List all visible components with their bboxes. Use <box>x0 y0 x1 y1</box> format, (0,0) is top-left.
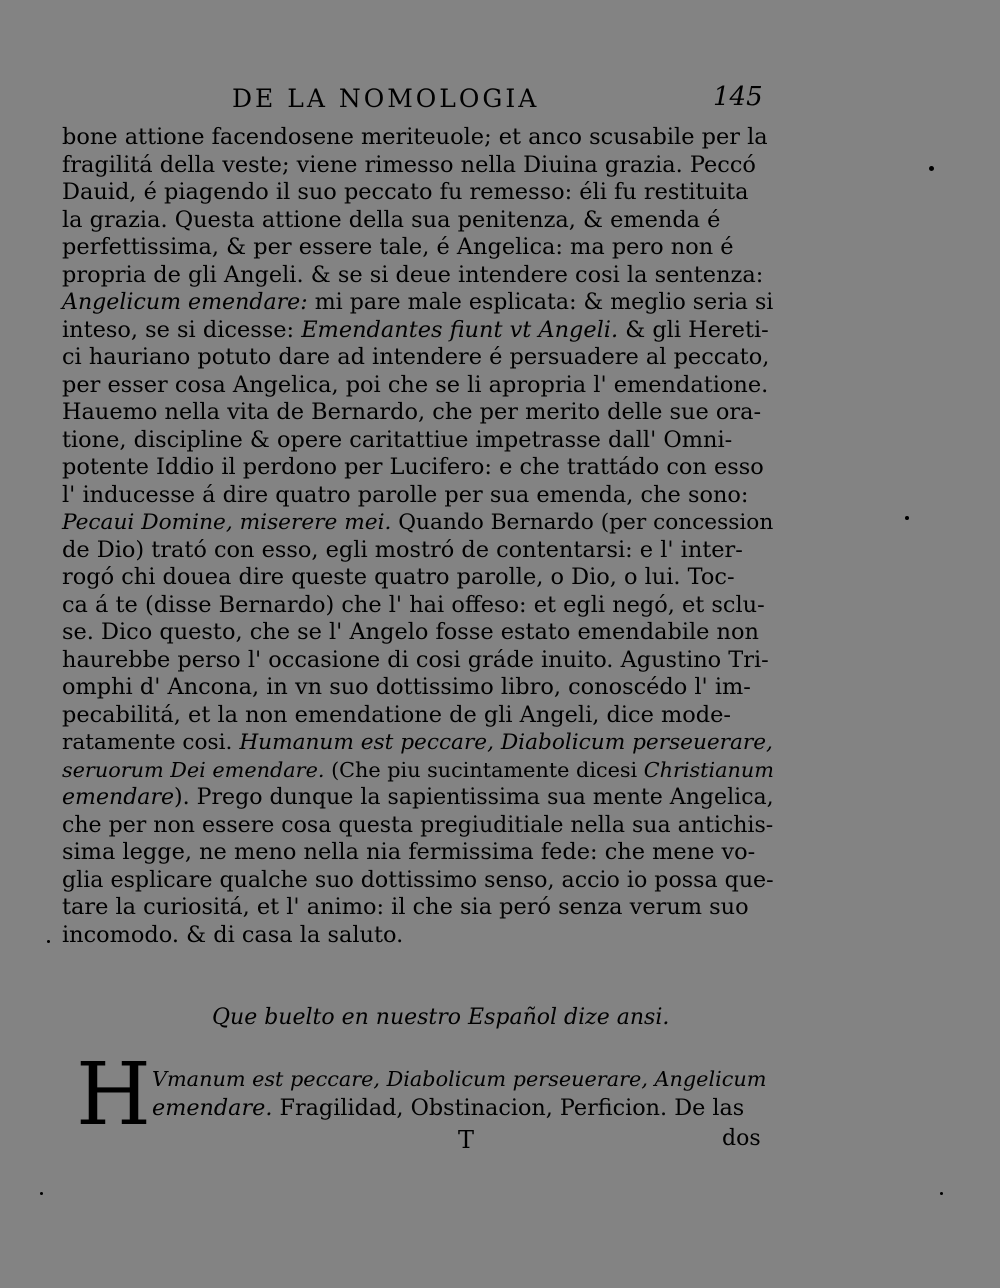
text-line <box>62 729 776 757</box>
ink-speck <box>940 1192 943 1195</box>
text-line <box>62 839 776 867</box>
text-segment: Fragilidad, Obstinacion, Perficion. De las <box>272 1095 745 1121</box>
text-line <box>62 399 776 427</box>
text-segment: Dauid, é piagendo il suo peccato fu remesso: éli fu restituita <box>62 179 749 205</box>
italic-segment: emendare. <box>152 1095 273 1121</box>
ink-speck <box>40 1192 43 1195</box>
italic-segment: Vmanum est peccare, Diabolicum perseuerare, Angelicum <box>152 1067 767 1091</box>
text-segment: perfettissima, & per essere tale, é Angelica: ma pero non é <box>62 234 734 260</box>
text-segment: la grazia. Questa attione della sua penitenza, & emenda é <box>62 206 721 233</box>
text-segment: se. Dico questo, che se l' Angelo fosse estato emendabile non <box>62 619 759 645</box>
text-segment: fragilitá della veste; viene rimesso nella Diuina grazia. Peccó <box>62 151 756 178</box>
text-line <box>62 647 776 675</box>
text-segment: sima legge, ne meno nella nia fermissima fede: che mene vo- <box>62 839 756 865</box>
ink-speck <box>905 516 909 520</box>
italic-segment: emendare <box>62 785 175 810</box>
italic-segment: Pecaui Domine, miserere mei. <box>62 510 392 535</box>
text-segment: (Che piu sucintamente dicesi <box>324 757 644 782</box>
text-segment: ca á te (disse Bernardo) che l' hai offeso: et egli negó, et sclu- <box>62 591 765 618</box>
text-segment: Hauemo nella vita de Bernardo, che per merito delle sue ora- <box>62 399 762 425</box>
italian-body-text <box>62 124 776 949</box>
text-line <box>62 592 776 620</box>
italic-segment: Humanum est peccare, Diabolicum perseuerare, <box>239 730 773 755</box>
text-segment: che per non essere cosa questa pregiuditiale nella sua antichis- <box>62 812 774 838</box>
text-line <box>62 317 776 345</box>
text-segment: Quando Bernardo (per concession <box>391 510 774 535</box>
text-segment: & gli Hereti- <box>618 316 769 343</box>
text-segment: mi pare male esplicata: & meglio seria si <box>307 289 774 315</box>
text-segment: de Dio) trató con esso, egli mostró de contentarsi: e l' inter- <box>62 536 743 563</box>
text-line <box>62 537 776 565</box>
text-line <box>62 922 776 950</box>
text-line <box>62 234 776 262</box>
text-line <box>62 152 776 180</box>
text-line <box>152 1094 772 1123</box>
italic-segment: Angelicum emendare: <box>62 289 308 315</box>
text-line <box>62 262 776 290</box>
italic-segment: Emendantes fiunt vt Angeli. <box>301 316 619 343</box>
page-number: 145 <box>713 82 763 112</box>
text-line <box>62 702 776 730</box>
text-line <box>152 1065 772 1094</box>
text-segment: rogó chi douea dire queste quatro parolle, o Dio, o lui. Toc- <box>62 564 735 590</box>
text-line <box>62 454 776 482</box>
text-segment: incomodo. & di casa la saluto. <box>62 921 404 948</box>
text-segment: pecabilitá, et la non emendatione de gli Angeli, dice mode- <box>62 701 731 728</box>
signature-mark: T <box>458 1126 475 1154</box>
text-segment: ci hauriano potuto dare ad intendere é persuadere al peccato, <box>62 344 770 370</box>
italic-segment: seruorum Dei emendare. <box>62 757 325 782</box>
text-line <box>62 757 776 785</box>
text-line <box>62 509 776 537</box>
text-line <box>62 674 776 702</box>
text-line <box>62 812 776 840</box>
text-line <box>62 482 776 510</box>
drop-cap: H <box>76 1045 151 1145</box>
text-segment: haurebbe perso l' occasione di cosi gráde inuito. Agustino Tri- <box>62 646 769 673</box>
text-line <box>62 867 776 895</box>
text-line <box>62 289 776 317</box>
text-segment: potente Iddio il perdono per Lucifero: e che trattádo con esso <box>62 454 764 480</box>
text-line <box>62 372 776 400</box>
text-line <box>62 344 776 372</box>
italic-segment: Christianum <box>643 757 774 782</box>
running-title: DE LA NOMOLOGIA <box>232 84 540 113</box>
text-line <box>62 207 776 235</box>
text-segment: tare la curiositá, et l' animo: il che sia peró senza verum suo <box>62 894 749 920</box>
text-segment: tione, discipline & opere caritattiue impetrasse dall' Omni- <box>62 426 733 453</box>
text-line <box>62 124 776 152</box>
text-line <box>62 619 776 647</box>
text-segment: omphi d' Ancona, in vn suo dottissimo libro, conoscédo l' im- <box>62 674 751 700</box>
ink-speck <box>929 166 934 171</box>
text-segment: propria de gli Angeli. & se si deue intendere cosi la sentenza: <box>62 261 764 288</box>
spanish-paragraph <box>152 1065 772 1123</box>
text-line <box>62 179 776 207</box>
text-line <box>62 427 776 455</box>
text-line <box>62 784 776 812</box>
centered-italic-line: Que buelto en nuestro Español dize ansi. <box>212 1005 670 1030</box>
text-line <box>62 894 776 922</box>
text-segment: ). Prego dunque la sapientissima sua mente Angelica, <box>174 785 774 810</box>
text-segment: inteso, se si dicesse: <box>62 316 302 343</box>
catchword: dos <box>722 1126 761 1151</box>
text-segment: glia esplicare qualche suo dottissimo senso, accio io possa que- <box>62 866 774 893</box>
text-segment: bone attione facendosene meriteuole; et anco scusabile per la <box>62 124 768 150</box>
text-segment: l' inducesse á dire quatro parolle per sua emenda, che sono: <box>62 481 749 508</box>
text-segment: per esser cosa Angelica, poi che se li apropria l' emendatione. <box>62 371 769 398</box>
ink-speck <box>47 940 50 943</box>
text-segment: ratamente cosi. <box>62 730 240 755</box>
text-line <box>62 564 776 592</box>
